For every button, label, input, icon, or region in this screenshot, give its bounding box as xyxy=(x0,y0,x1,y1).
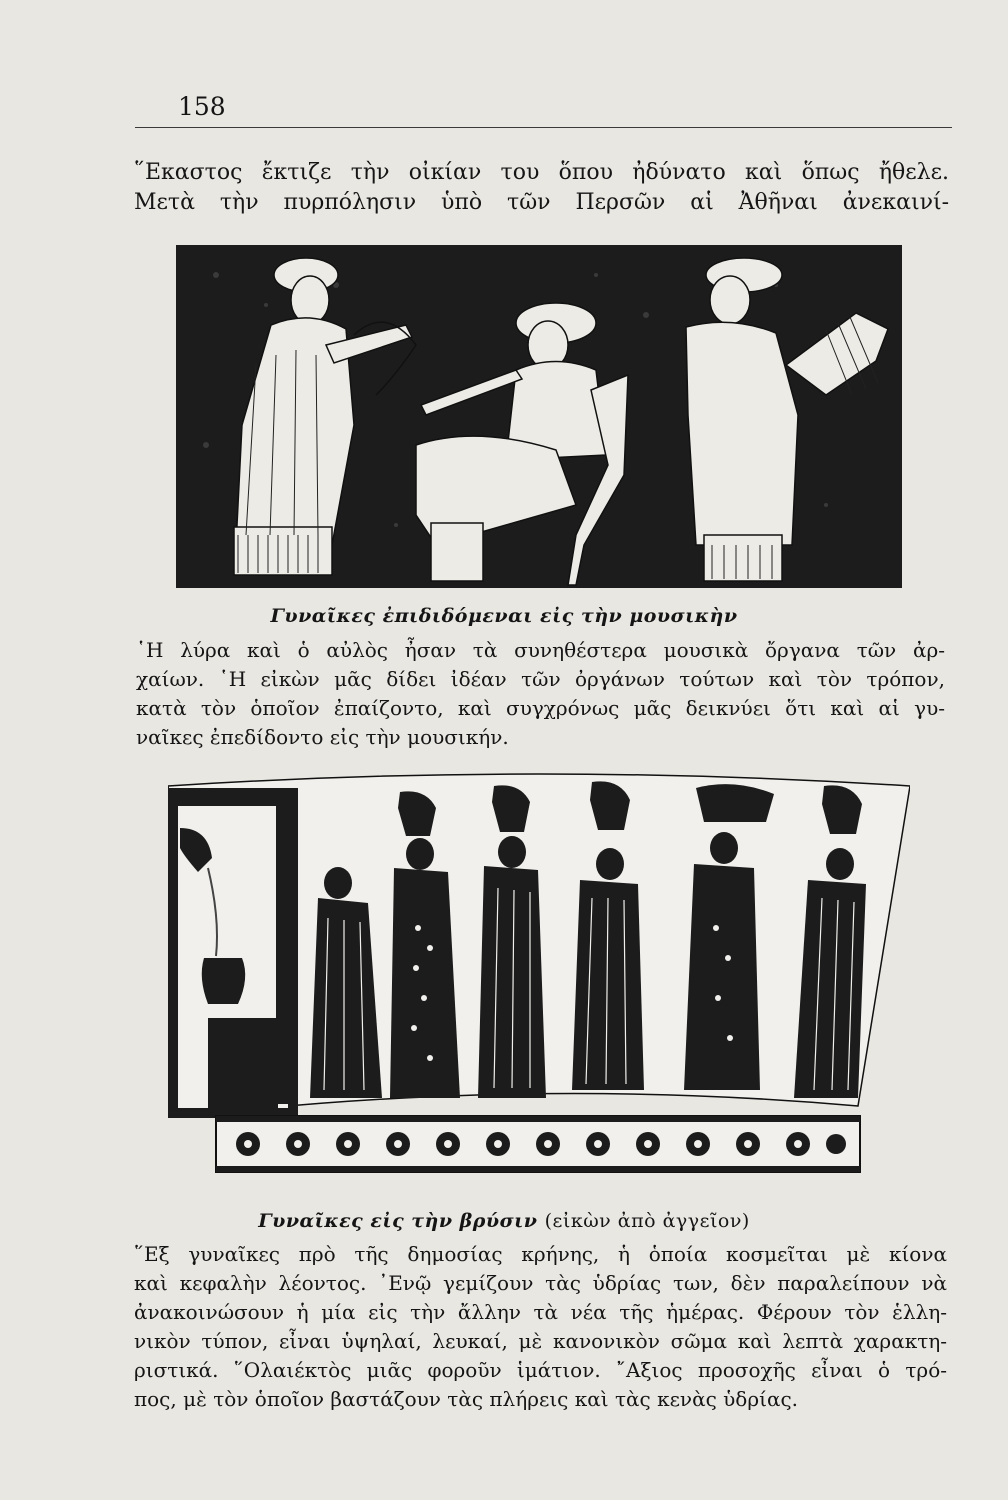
figure-fountain-illustration xyxy=(168,768,910,1184)
figure2-caption-source: (εἰκὼν ἀπὸ ἀγγεῖον) xyxy=(544,1210,750,1232)
figure2-caption xyxy=(0,1210,1008,1232)
text-line: Μετὰ τὴν πυρπόλησιν ὑπὸ τῶν Περσῶν αἱ Ἀθῆναι ἀνεκαινί- xyxy=(134,190,949,215)
text-line: ἀνακοινώσουν ἡ μία εἰς τὴν ἄλλην τὰ νέα τῆς ἡμέρας. Φέρουν τὸν ἑλλη- xyxy=(134,1300,947,1324)
text-line: ῞Εκαστος ἔκτιζε τὴν οἰκίαν του ὅπου ἠδύνατο καὶ ὅπως ἤθελε. xyxy=(134,160,949,185)
text-line: ριστικά. ῞Ολαιέκτὸς μιᾶς φοροῦν ἱμάτιον. ῎Αξιος προσοχῆς εἶναι ὁ τρό- xyxy=(134,1358,947,1382)
text-line: ῞Εξ γυναῖκες πρὸ τῆς δημοσίας κρήνης, ἡ ὁποία κοσμεῖται μὲ κίονα xyxy=(134,1242,947,1266)
header-rule xyxy=(135,127,952,128)
figure2-caption-title: Γυναῖκες εἰς τὴν βρύσιν xyxy=(258,1210,538,1232)
text-line: κατὰ τὸν ὁποῖον ἐπαίζοντο, καὶ συγχρόνως μᾶς δεικνύει ὅτι καὶ αἱ γυ- xyxy=(136,696,945,720)
figure2-paragraph xyxy=(134,1240,947,1414)
page-number: 158 xyxy=(178,92,226,121)
text-line: καὶ κεφαλὴν λέοντος. ᾽Ενῷ γεμίζουν τὰς ὑδρίας των, δὲν παραλείπουν νὰ xyxy=(134,1271,947,1295)
text-line: ναῖκες ἐπεδίδοντο εἰς τὴν μουσικήν. xyxy=(136,725,509,749)
intro-paragraph xyxy=(134,158,949,218)
text-line: χαίων. ῾Η εἰκὼν μᾶς δίδει ἰδέαν τῶν ὀργάνων τούτων καὶ τὸν τρόπον, xyxy=(136,667,945,691)
text-line: ῾Η λύρα καὶ ὁ αὐλὸς ἦσαν τὰ συνηθέστερα μουσικὰ ὄργανα τῶν ἀρ- xyxy=(136,638,945,662)
text-line: νικὸν τύπον, εἶναι ὑψηλαί, λευκαί, μὲ κανονικὸν σῶμα καὶ λεπτὰ χαρακτη- xyxy=(134,1329,947,1353)
figure1-paragraph xyxy=(136,636,945,752)
figure-music-illustration xyxy=(176,245,902,588)
figure1-caption: Γυναῖκες ἐπιδιδόμεναι εἰς τὴν μουσικὴν xyxy=(270,605,738,627)
text-line: πος, μὲ τὸν ὁποῖον βαστάζουν τὰς πλήρεις καὶ τὰς κενὰς ὑδρίας. xyxy=(134,1387,799,1411)
